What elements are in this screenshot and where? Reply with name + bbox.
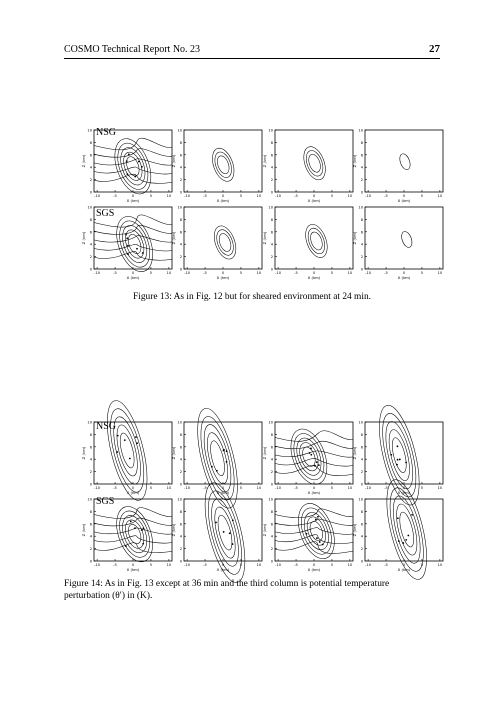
x-tick-label: 5 bbox=[420, 271, 424, 275]
y-tick-label: 6 bbox=[360, 230, 363, 235]
figure-14-caption-line-1: Figure 14: As in Fig. 13 except at 36 min and the third column is potential temperature bbox=[64, 579, 390, 589]
x-tick-label: 5 bbox=[420, 194, 424, 198]
x-tick-label: 10 bbox=[256, 486, 262, 490]
y-tick-label: 2 bbox=[360, 255, 363, 260]
y-axis-label: Z (km) bbox=[81, 446, 86, 460]
x-axis-label: X (km) bbox=[397, 275, 411, 280]
x-tick-label: 5 bbox=[239, 194, 243, 198]
y-tick-label: 10 bbox=[177, 128, 182, 133]
y-tick-label: 8 bbox=[179, 217, 182, 222]
y-tick-label: 8 bbox=[360, 140, 363, 145]
y-tick-label: 10 bbox=[268, 497, 273, 502]
x-tick-label: -5 bbox=[384, 486, 388, 490]
x-tick-label: 0 bbox=[312, 271, 316, 275]
x-tick-label: 5 bbox=[239, 486, 243, 490]
x-tick-label: 0 bbox=[221, 486, 225, 490]
fig13-sgs-panel-3-svg bbox=[263, 205, 355, 281]
y-axis-label: Z (km) bbox=[171, 523, 176, 537]
fig13-nsg-panel-4-svg bbox=[353, 128, 445, 204]
y-axis-label: Z (km) bbox=[171, 154, 176, 168]
y-tick-label: 4 bbox=[360, 165, 363, 170]
y-tick-label: 6 bbox=[89, 153, 92, 158]
x-tick-label: 5 bbox=[239, 563, 243, 567]
y-tick-label: 0 bbox=[179, 190, 182, 195]
y-tick-label: 2 bbox=[179, 470, 182, 475]
y-tick-label: 10 bbox=[268, 128, 273, 133]
plot-frame bbox=[365, 499, 443, 561]
y-tick-label: 10 bbox=[358, 497, 363, 502]
y-tick-label: 4 bbox=[360, 534, 363, 539]
y-tick-label: 6 bbox=[360, 445, 363, 450]
y-axis-label: Z (km) bbox=[262, 523, 267, 537]
x-tick-label: -10 bbox=[275, 194, 282, 198]
y-tick-label: 0 bbox=[360, 190, 363, 195]
y-tick-label: 0 bbox=[270, 559, 273, 564]
contour-lines bbox=[94, 502, 172, 567]
y-tick-label: 4 bbox=[179, 457, 182, 462]
x-tick-label: -5 bbox=[294, 563, 298, 567]
x-tick-label: 5 bbox=[330, 486, 334, 490]
y-tick-label: 4 bbox=[89, 534, 92, 539]
y-tick-label: 0 bbox=[270, 267, 273, 272]
x-tick-label: 0 bbox=[221, 194, 225, 198]
x-tick-label: -10 bbox=[94, 563, 101, 567]
y-tick-label: 4 bbox=[179, 165, 182, 170]
y-tick-label: 6 bbox=[360, 522, 363, 527]
y-tick-label: 0 bbox=[360, 482, 363, 487]
y-tick-label: 10 bbox=[268, 205, 273, 210]
plot-frame bbox=[184, 130, 262, 192]
plot-frame bbox=[94, 130, 172, 192]
y-tick-label: 6 bbox=[270, 522, 273, 527]
x-tick-label: 0 bbox=[312, 486, 316, 490]
y-tick-label: 0 bbox=[360, 559, 363, 564]
x-tick-label: -10 bbox=[184, 271, 191, 275]
y-tick-label: 8 bbox=[179, 509, 182, 514]
fig14-nsg-panel-3 bbox=[263, 420, 355, 496]
x-tick-label: 5 bbox=[330, 271, 334, 275]
x-tick-label: -5 bbox=[384, 271, 388, 275]
x-tick-label: -10 bbox=[275, 486, 282, 490]
y-tick-label: 2 bbox=[270, 255, 273, 260]
x-tick-label: -10 bbox=[184, 563, 191, 567]
x-tick-label: -5 bbox=[294, 194, 298, 198]
y-tick-label: 8 bbox=[270, 432, 273, 437]
y-tick-label: 4 bbox=[89, 242, 92, 247]
x-axis-label: X (km) bbox=[216, 275, 230, 280]
fig13-row-label-sgs: SGS bbox=[96, 208, 115, 219]
x-axis-label: X (km) bbox=[397, 198, 411, 203]
x-tick-label: 5 bbox=[330, 563, 334, 567]
x-tick-label: 10 bbox=[347, 271, 353, 275]
x-tick-label: 5 bbox=[149, 194, 153, 198]
contour-lines bbox=[275, 424, 353, 489]
y-tick-label: 0 bbox=[179, 267, 182, 272]
plot-frame bbox=[94, 499, 172, 561]
contour-lines bbox=[300, 144, 330, 183]
x-tick-label: 0 bbox=[402, 194, 406, 198]
y-axis-label: Z (km) bbox=[262, 231, 267, 245]
y-tick-label: 6 bbox=[89, 445, 92, 450]
y-tick-label: 6 bbox=[270, 445, 273, 450]
x-tick-label: 0 bbox=[131, 563, 135, 567]
y-tick-label: 4 bbox=[179, 534, 182, 539]
fig14-row-label-nsg: NSG bbox=[96, 421, 117, 432]
y-tick-label: 10 bbox=[358, 128, 363, 133]
x-tick-label: 10 bbox=[437, 486, 443, 490]
x-tick-label: 5 bbox=[330, 194, 334, 198]
plot-frame bbox=[275, 422, 353, 484]
fig13-nsg-panel-1-svg bbox=[82, 128, 174, 204]
fig14-sgs-panel-3 bbox=[263, 497, 355, 573]
x-axis-label: X (km) bbox=[307, 490, 321, 495]
x-tick-label: 5 bbox=[149, 563, 153, 567]
fig14-sgs-panel-3-svg bbox=[263, 497, 355, 573]
x-tick-label: 10 bbox=[166, 486, 172, 490]
y-tick-label: 2 bbox=[89, 255, 92, 260]
y-tick-label: 2 bbox=[179, 255, 182, 260]
x-tick-label: -10 bbox=[275, 563, 282, 567]
y-tick-label: 8 bbox=[360, 432, 363, 437]
x-tick-label: -5 bbox=[203, 486, 207, 490]
y-tick-label: 4 bbox=[270, 457, 273, 462]
fig14-nsg-panel-2-svg bbox=[172, 420, 264, 496]
y-tick-label: 6 bbox=[179, 230, 182, 235]
x-tick-label: -5 bbox=[294, 486, 298, 490]
figure-14-caption-line-2: perturbation (θ′) in (K). bbox=[64, 591, 153, 601]
y-tick-label: 8 bbox=[270, 217, 273, 222]
y-tick-label: 10 bbox=[358, 420, 363, 425]
fig13-nsg-panel-2-svg bbox=[172, 128, 264, 204]
contour-lines bbox=[301, 221, 331, 260]
x-tick-label: -10 bbox=[365, 486, 372, 490]
contour-lines bbox=[208, 145, 238, 184]
y-tick-label: 10 bbox=[177, 205, 182, 210]
x-tick-label: -5 bbox=[203, 194, 207, 198]
y-tick-label: 0 bbox=[270, 482, 273, 487]
x-tick-label: 0 bbox=[131, 194, 135, 198]
y-tick-label: 6 bbox=[89, 230, 92, 235]
header-rule bbox=[64, 58, 440, 59]
x-axis-label: X (km) bbox=[216, 198, 230, 203]
x-tick-label: 10 bbox=[166, 563, 172, 567]
y-tick-label: 0 bbox=[89, 559, 92, 564]
y-tick-label: 8 bbox=[89, 140, 92, 145]
x-tick-label: -5 bbox=[294, 271, 298, 275]
fig14-nsg-panel-2 bbox=[172, 420, 264, 496]
y-tick-label: 10 bbox=[87, 205, 92, 210]
y-tick-label: 8 bbox=[89, 432, 92, 437]
fig13-sgs-panel-2-svg bbox=[172, 205, 264, 281]
x-tick-label: -10 bbox=[365, 271, 372, 275]
y-tick-label: 10 bbox=[87, 420, 92, 425]
fig14-sgs-panel-2-svg bbox=[172, 497, 264, 573]
x-tick-label: 0 bbox=[312, 194, 316, 198]
contour-lines bbox=[190, 405, 246, 512]
plot-frame bbox=[365, 130, 443, 192]
x-tick-label: -5 bbox=[113, 563, 117, 567]
x-axis-label: X (km) bbox=[397, 567, 411, 572]
plot-frame bbox=[365, 207, 443, 269]
x-tick-label: -5 bbox=[203, 563, 207, 567]
y-tick-label: 2 bbox=[179, 547, 182, 552]
y-tick-label: 0 bbox=[360, 267, 363, 272]
x-tick-label: 0 bbox=[131, 271, 135, 275]
x-tick-label: 10 bbox=[347, 486, 353, 490]
y-tick-label: 0 bbox=[179, 559, 182, 564]
fig13-nsg-panel-2 bbox=[172, 128, 264, 204]
x-axis-label: X (km) bbox=[397, 490, 411, 495]
x-tick-label: -10 bbox=[94, 486, 101, 490]
x-tick-label: -10 bbox=[184, 486, 191, 490]
fig13-nsg-panel-3-svg bbox=[263, 128, 355, 204]
y-tick-label: 4 bbox=[360, 242, 363, 247]
y-axis-label: Z (km) bbox=[352, 231, 357, 245]
x-tick-label: 0 bbox=[221, 563, 225, 567]
y-tick-label: 0 bbox=[89, 482, 92, 487]
y-tick-label: 0 bbox=[270, 190, 273, 195]
plot-frame bbox=[365, 422, 443, 484]
y-tick-label: 8 bbox=[179, 140, 182, 145]
x-tick-label: 10 bbox=[437, 271, 443, 275]
x-tick-label: 5 bbox=[420, 563, 424, 567]
x-tick-label: -10 bbox=[184, 194, 191, 198]
contour-lines bbox=[94, 211, 172, 276]
y-tick-label: 8 bbox=[360, 217, 363, 222]
x-axis-label: X (km) bbox=[307, 198, 321, 203]
fig14-nsg-panel-4-svg bbox=[353, 420, 445, 496]
y-tick-label: 6 bbox=[179, 445, 182, 450]
y-tick-label: 4 bbox=[179, 242, 182, 247]
x-axis-label: X (km) bbox=[216, 490, 230, 495]
y-axis-label: Z (km) bbox=[81, 523, 86, 537]
y-tick-label: 10 bbox=[177, 420, 182, 425]
y-axis-label: Z (km) bbox=[352, 523, 357, 537]
x-tick-label: 5 bbox=[149, 271, 153, 275]
x-axis-label: X (km) bbox=[126, 275, 140, 280]
y-tick-label: 2 bbox=[360, 547, 363, 552]
x-axis-label: X (km) bbox=[307, 275, 321, 280]
y-tick-label: 8 bbox=[270, 509, 273, 514]
fig14-sgs-panel-4-svg bbox=[353, 497, 445, 573]
x-axis-label: X (km) bbox=[126, 198, 140, 203]
y-axis-label: Z (km) bbox=[171, 231, 176, 245]
fig13-sgs-panel-4 bbox=[353, 205, 445, 281]
x-tick-label: 10 bbox=[256, 563, 262, 567]
x-tick-label: 0 bbox=[402, 486, 406, 490]
y-tick-label: 2 bbox=[270, 178, 273, 183]
y-tick-label: 8 bbox=[89, 217, 92, 222]
y-tick-label: 2 bbox=[179, 178, 182, 183]
x-tick-label: 10 bbox=[437, 194, 443, 198]
fig14-nsg-panel-3-svg bbox=[263, 420, 355, 496]
x-tick-label: 5 bbox=[149, 486, 153, 490]
fig14-sgs-panel-4 bbox=[353, 497, 445, 573]
y-tick-label: 6 bbox=[360, 153, 363, 158]
y-tick-label: 6 bbox=[89, 522, 92, 527]
contour-lines bbox=[99, 397, 155, 504]
fig13-nsg-panel-3 bbox=[263, 128, 355, 204]
x-tick-label: 0 bbox=[402, 563, 406, 567]
x-tick-label: -5 bbox=[113, 271, 117, 275]
x-tick-label: -5 bbox=[384, 563, 388, 567]
y-axis-label: Z (km) bbox=[81, 231, 86, 245]
y-tick-label: 8 bbox=[89, 509, 92, 514]
y-tick-label: 6 bbox=[179, 153, 182, 158]
y-tick-label: 4 bbox=[270, 165, 273, 170]
y-tick-label: 8 bbox=[270, 140, 273, 145]
x-tick-label: -10 bbox=[94, 194, 101, 198]
x-tick-label: -10 bbox=[275, 271, 282, 275]
plot-frame bbox=[275, 130, 353, 192]
fig13-nsg-panel-1 bbox=[82, 128, 174, 204]
y-tick-label: 0 bbox=[89, 267, 92, 272]
x-axis-label: X (km) bbox=[126, 490, 140, 495]
x-tick-label: 10 bbox=[347, 563, 353, 567]
x-tick-label: -5 bbox=[113, 486, 117, 490]
running-header bbox=[64, 44, 440, 58]
x-tick-label: 10 bbox=[256, 194, 262, 198]
figure-14-caption bbox=[64, 578, 440, 602]
plot-frame bbox=[184, 207, 262, 269]
y-tick-label: 4 bbox=[89, 457, 92, 462]
x-tick-label: 0 bbox=[221, 271, 225, 275]
y-axis-label: Z (km) bbox=[81, 154, 86, 168]
x-tick-label: 10 bbox=[166, 271, 172, 275]
contour-lines bbox=[94, 134, 172, 199]
contour-lines bbox=[400, 230, 414, 249]
x-tick-label: 10 bbox=[437, 563, 443, 567]
y-axis-label: Z (km) bbox=[352, 154, 357, 168]
fig13-sgs-panel-3 bbox=[263, 205, 355, 281]
x-tick-label: 10 bbox=[166, 194, 172, 198]
x-axis-label: X (km) bbox=[126, 567, 140, 572]
plot-frame bbox=[184, 499, 262, 561]
y-tick-label: 10 bbox=[358, 205, 363, 210]
y-tick-label: 10 bbox=[87, 128, 92, 133]
x-tick-label: 0 bbox=[402, 271, 406, 275]
y-axis-label: Z (km) bbox=[352, 446, 357, 460]
y-tick-label: 8 bbox=[179, 432, 182, 437]
fig13-nsg-panel-4 bbox=[353, 128, 445, 204]
y-axis-label: Z (km) bbox=[262, 446, 267, 460]
fig14-sgs-panel-1-svg bbox=[82, 497, 174, 573]
x-axis-label: X (km) bbox=[307, 567, 321, 572]
fig14-nsg-panel-4 bbox=[353, 420, 445, 496]
plot-frame bbox=[275, 207, 353, 269]
contour-lines bbox=[210, 223, 240, 262]
y-tick-label: 4 bbox=[270, 242, 273, 247]
x-tick-label: -10 bbox=[365, 563, 372, 567]
y-tick-label: 10 bbox=[177, 497, 182, 502]
fig13-sgs-panel-4-svg bbox=[353, 205, 445, 281]
y-tick-label: 6 bbox=[270, 230, 273, 235]
y-axis-label: Z (km) bbox=[262, 154, 267, 168]
y-tick-label: 2 bbox=[360, 178, 363, 183]
x-axis-label: X (km) bbox=[216, 567, 230, 572]
y-tick-label: 4 bbox=[89, 165, 92, 170]
x-tick-label: -5 bbox=[203, 271, 207, 275]
y-tick-label: 10 bbox=[87, 497, 92, 502]
y-tick-label: 6 bbox=[270, 153, 273, 158]
x-tick-label: -10 bbox=[94, 271, 101, 275]
y-tick-label: 0 bbox=[179, 482, 182, 487]
x-tick-label: -5 bbox=[384, 194, 388, 198]
y-tick-label: 2 bbox=[270, 547, 273, 552]
y-tick-label: 10 bbox=[268, 420, 273, 425]
y-tick-label: 8 bbox=[360, 509, 363, 514]
y-tick-label: 0 bbox=[89, 190, 92, 195]
fig13-row-label-nsg: NSG bbox=[96, 127, 117, 138]
x-tick-label: 10 bbox=[347, 194, 353, 198]
x-tick-label: 0 bbox=[131, 486, 135, 490]
contour-lines bbox=[398, 152, 412, 171]
x-tick-label: -10 bbox=[365, 194, 372, 198]
y-tick-label: 4 bbox=[270, 534, 273, 539]
x-tick-label: 10 bbox=[256, 271, 262, 275]
fig13-sgs-panel-2 bbox=[172, 205, 264, 281]
y-tick-label: 2 bbox=[360, 470, 363, 475]
x-tick-label: -5 bbox=[113, 194, 117, 198]
fig14-sgs-panel-2 bbox=[172, 497, 264, 573]
x-tick-label: 0 bbox=[312, 563, 316, 567]
y-tick-label: 2 bbox=[89, 178, 92, 183]
figure-13-caption: Figure 13: As in Fig. 12 but for sheared environment at 24 min. bbox=[133, 292, 371, 302]
x-tick-label: 5 bbox=[420, 486, 424, 490]
fig14-row-label-sgs: SGS bbox=[96, 496, 115, 507]
x-tick-label: 5 bbox=[239, 271, 243, 275]
contour-lines bbox=[275, 499, 353, 564]
running-title: COSMO Technical Report No. 23 bbox=[64, 44, 201, 55]
y-tick-label: 4 bbox=[360, 457, 363, 462]
y-tick-label: 6 bbox=[179, 522, 182, 527]
y-tick-label: 2 bbox=[89, 547, 92, 552]
y-axis-label: Z (km) bbox=[171, 446, 176, 460]
y-tick-label: 2 bbox=[270, 470, 273, 475]
page-number: 27 bbox=[429, 43, 440, 55]
y-tick-label: 2 bbox=[89, 470, 92, 475]
fig14-sgs-panel-1 bbox=[82, 497, 174, 573]
